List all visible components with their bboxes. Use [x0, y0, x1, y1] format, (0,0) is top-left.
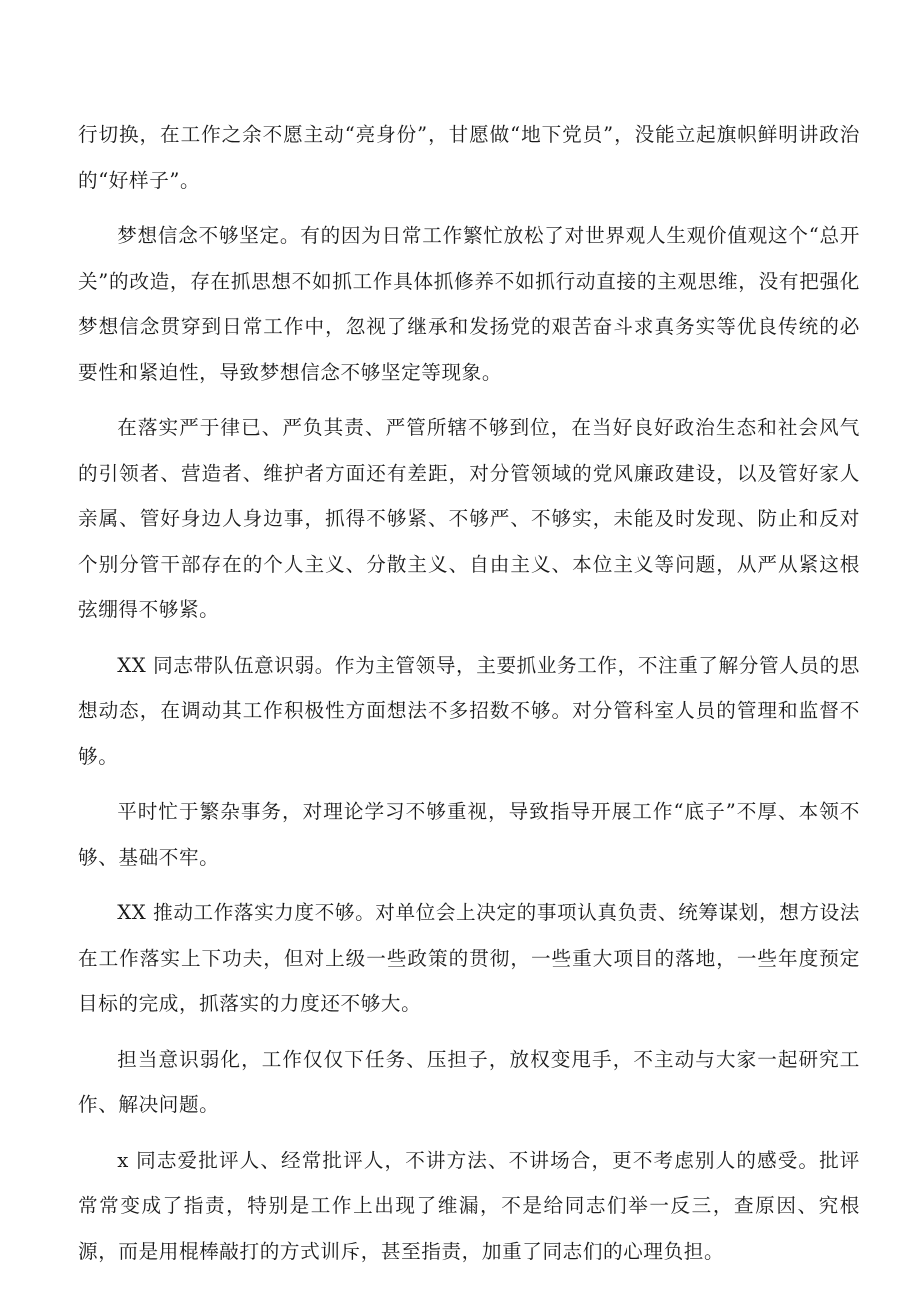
paragraph-team-leadership: XX 同志带队伍意识弱。作为主管领导，主要抓业务工作，不注重了解分管人员的思想动态，在调动其工作积极性方面想法不多招数不够。对分管科室人员的管理和监督不够。	[78, 653, 860, 768]
paragraph-theory-study: 平时忙于繁杂事务，对理论学习不够重视，导致指导开展工作“底子”不厚、本领不够、基础不牢。	[78, 800, 860, 869]
paragraph-criticism: x 同志爱批评人、经常批评人，不讲方法、不讲场合，更不考虑别人的感受。批评常常变成了指责，特别是工作上出现了维漏，不是给同志们举一反三，查原因、究根源，而是用棍棒敲打的方式训斥，甚至指责，加重了同志们的心理负担。	[78, 1148, 860, 1263]
paragraph-self-discipline: 在落实严于律已、严负其责、严管所辖不够到位，在当好良好政治生态和社会风气的引领者、营造者、维护者方面还有差距，对分管领域的党风廉政建设，以及管好家人亲属、管好身边人身边事，抓得不够紧、不够严、不够实，未能及时发现、防止和反对个别分管干部存在的个人主义、分散主义、自由主义、本位主义等问题，从严从紧这根弦绷得不够紧。	[78, 416, 860, 621]
paragraph-implementation: XX 推动工作落实力度不够。对单位会上决定的事项认真负责、统筹谋划，想方设法在工作落实上下功夫，但对上级一些政策的贯彻，一些重大项目的落地，一些年度预定目标的完成，抓落实的力度还不够大。	[78, 901, 860, 1015]
paragraph-continuation: 行切换，在工作之余不愿主动“亮身份”，甘愿做“地下党员”，没能立起旗帜鲜明讲政治的“好样子”。	[78, 123, 860, 192]
paragraph-ideals-belief: 梦想信念不够坚定。有的因为日常工作繁忙放松了对世界观人生观价值观这个“总开关”的改造，存在抓思想不如抓工作具体抓修养不如抓行动直接的主观思维，没有把强化梦想信念贯穿到日常工作中，忽视了继承和发扬党的艰苦奋斗求真务实等优良传统的必要性和紧迫性，导致梦想信念不够坚定等现象。	[78, 224, 860, 384]
document-body	[78, 112, 860, 1284]
paragraph-responsibility: 担当意识弱化，工作仅仅下任务、压担子，放权变甩手，不主动与大家一起研究工作、解决问题。	[78, 1047, 860, 1116]
